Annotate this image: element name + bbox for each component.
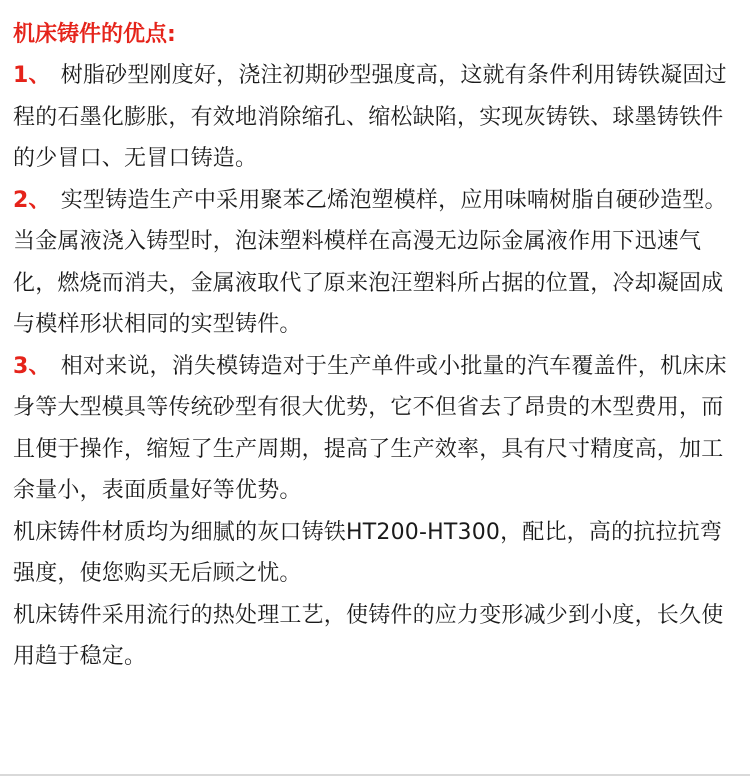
advantage-item-2	[13, 180, 737, 346]
item-number: 3、	[13, 353, 51, 379]
note-heat-treatment: 机床铸件采用流行的热处理工艺，使铸件的应力变形减少到小度，长久使用趋于稳定。	[13, 602, 724, 669]
item-number: 2、	[13, 187, 51, 213]
note-material: 机床铸件材质均为细腻的灰口铸铁HT200-HT300，配比，高的抗拉抗弯强度，使您购买无后顾之忧。	[13, 519, 723, 586]
advantage-item-3	[13, 346, 737, 512]
page-title: 机床铸件的优点:	[13, 22, 176, 47]
item-text: 相对来说，消失模铸造对于生产单件或小批量的汽车覆盖件，机床床身等大型模具等传统砂型有很大优势，它不但省去了昂贵的木型费用，而且便于操作，缩短了生产周期，提高了生产效率，具有尺寸精度高，加工余量小，表面质量好等优势。	[13, 353, 727, 503]
item-text: 实型铸造生产中采用聚苯乙烯泡塑模样，应用味喃树脂自硬砂造型。当金属液浇入铸型时，泡沫塑料模样在高漫无边际金属液作用下迅速气化，燃烧而消夫，金属液取代了原来泡汪塑料所占据的位置，冷却凝固成与模样形状相同的实型铸件。	[13, 187, 727, 337]
item-number: 1、	[13, 63, 51, 88]
advantage-item-1	[13, 55, 737, 180]
item-text: 树脂砂型刚度好，浇注初期砂型强度高，这就有条件利用铸铁凝固过程的石墨化膨胀，有效地消除缩孔、缩松缺陷，实现灰铸铁、球墨铸铁件的少冒口、无冒口铸造。	[13, 63, 727, 171]
